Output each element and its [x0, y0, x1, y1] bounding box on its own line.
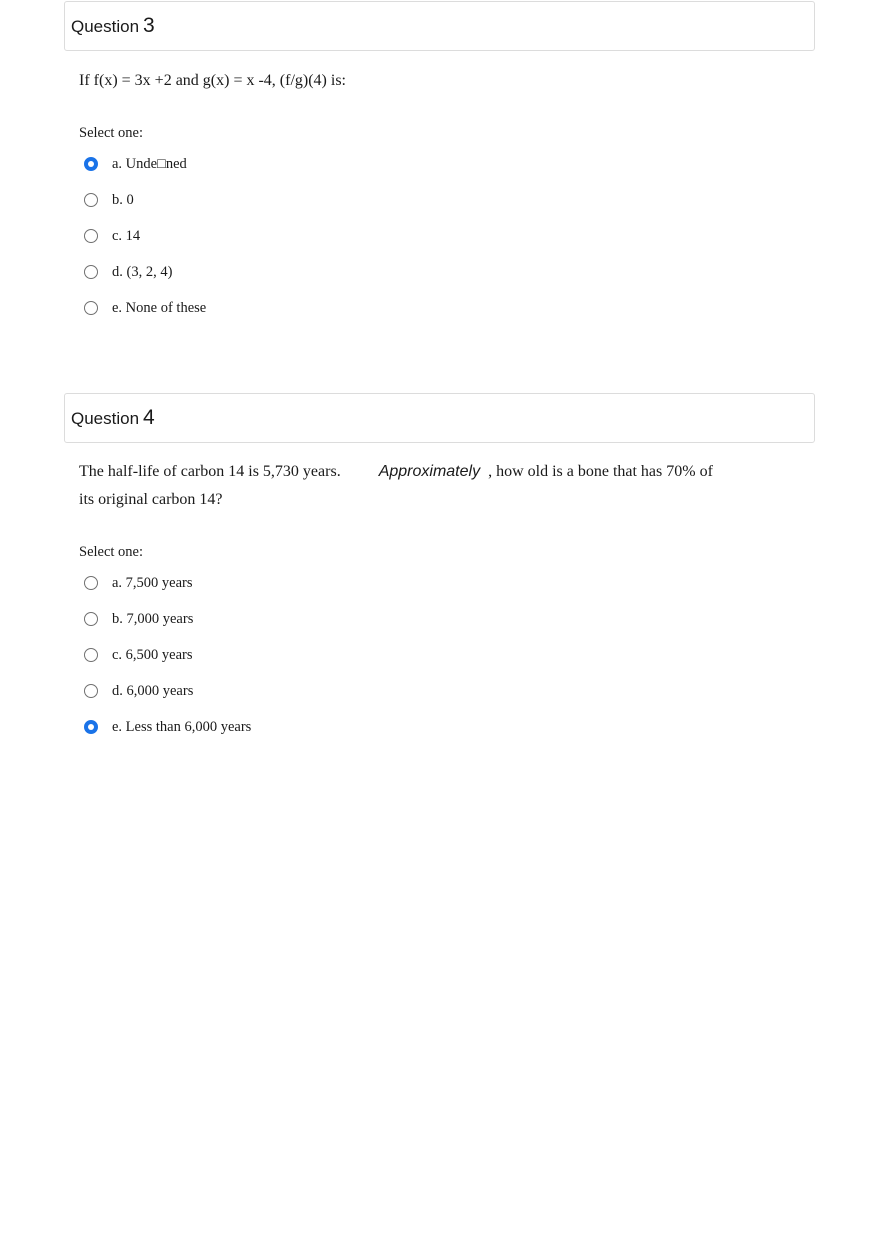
option-label: a. Unde□ned [112, 156, 187, 172]
question-3-option-c[interactable] [84, 226, 140, 246]
option-label: d. 6,000 years [112, 683, 194, 699]
question-4-option-e[interactable] [84, 717, 251, 737]
radio-button[interactable] [84, 157, 98, 171]
question-4-text-line-2: its original carbon 14? [79, 491, 223, 508]
question-4-text-line-1 [79, 458, 779, 486]
radio-button[interactable] [84, 684, 98, 698]
question-4-select-label: Select one: [79, 544, 144, 560]
radio-button[interactable] [84, 648, 98, 662]
question-3-title [71, 15, 155, 38]
question-3-option-b[interactable] [84, 190, 134, 210]
option-label: a. 7,500 years [112, 575, 193, 591]
question-3-text: If f(x) = 3x +2 and g(x) = x -4, (f/g)(4) is: [79, 72, 346, 89]
question-number: 4 [143, 406, 155, 429]
question-4-option-b[interactable] [84, 609, 193, 629]
option-label: c. 6,500 years [112, 647, 193, 663]
option-label: b. 7,000 years [112, 611, 194, 627]
question-4-text-italic: Approximately [378, 463, 481, 480]
question-3-option-e[interactable] [84, 298, 206, 318]
option-label: e. Less than 6,000 years [112, 719, 252, 735]
question-3-select-label: Select one: [79, 125, 144, 141]
question-3-option-a[interactable] [84, 154, 187, 174]
question-4-text [79, 458, 779, 514]
radio-button[interactable] [84, 612, 98, 626]
question-number: 3 [143, 14, 155, 37]
question-4-title [71, 407, 155, 430]
question-4-text-part1: The half-life of carbon 14 is 5,730 years. [79, 463, 341, 480]
question-4-option-a[interactable] [84, 573, 193, 593]
question-4-header [64, 393, 815, 443]
radio-button[interactable] [84, 229, 98, 243]
question-3-option-d[interactable] [84, 262, 172, 282]
option-label: e. None of these [112, 300, 207, 316]
radio-button[interactable] [84, 193, 98, 207]
option-label: b. 0 [112, 192, 134, 208]
radio-button[interactable] [84, 301, 98, 315]
option-label: d. (3, 2, 4) [112, 264, 173, 280]
radio-button[interactable] [84, 720, 98, 734]
option-label: c. 14 [112, 228, 141, 244]
question-4-option-d[interactable] [84, 681, 193, 701]
question-4-text-part2: , how old is a bone that has 70% of [488, 463, 713, 480]
question-label: Question [71, 17, 140, 36]
question-4-option-c[interactable] [84, 645, 193, 665]
question-label: Question [71, 409, 140, 428]
question-3-header [64, 1, 815, 51]
radio-button[interactable] [84, 576, 98, 590]
radio-button[interactable] [84, 265, 98, 279]
